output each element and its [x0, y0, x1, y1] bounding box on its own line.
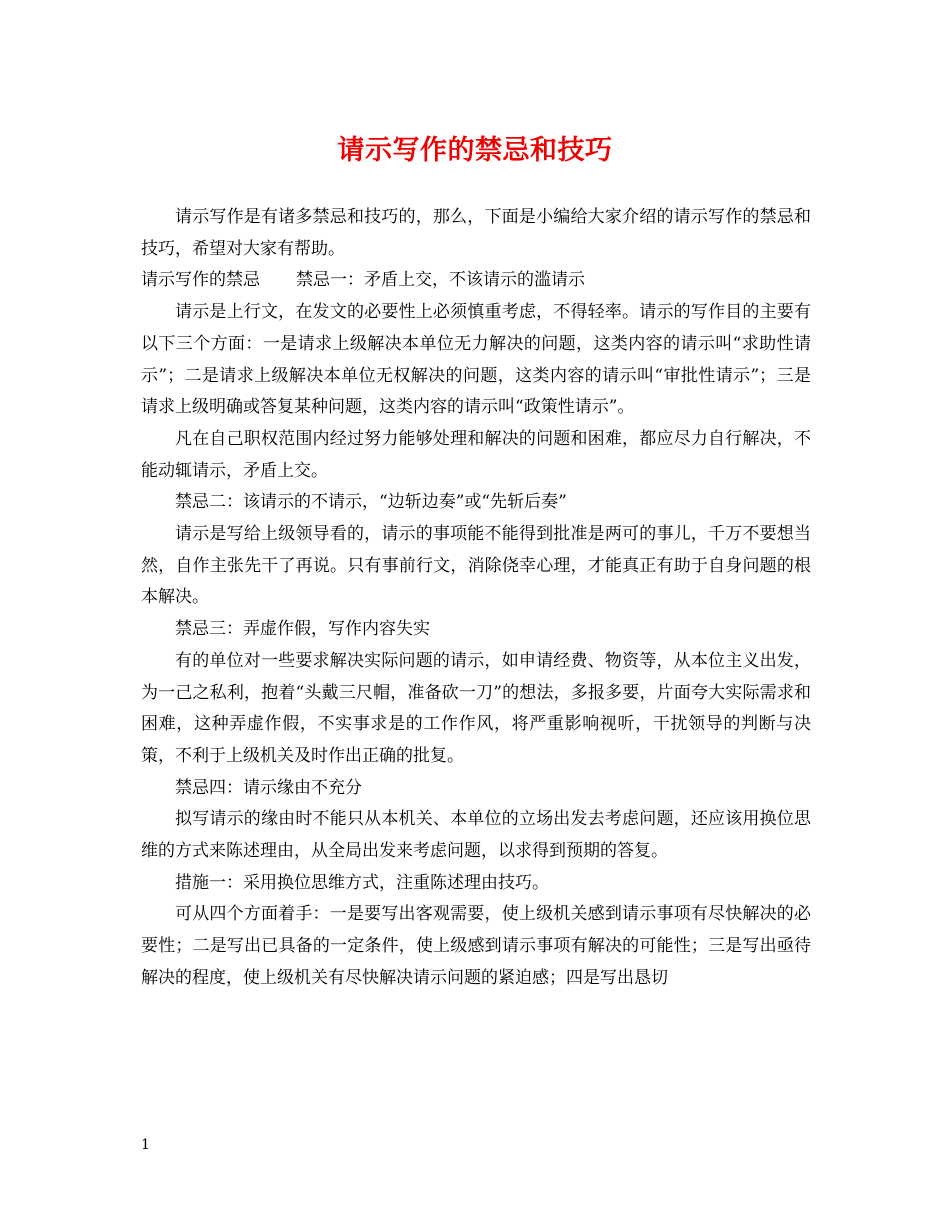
body-paragraph: 可从四个方面着手：一是要写出客观需要，使上级机关感到请示事项有尽快解决的必要性；二是写出已具备的一定条件，使上级感到请示事项有解决的可能性；三是写出亟待解决的程度，使上级机关有尽快解决请示问题的紧迫感；四是写出恳切: [141, 904, 811, 988]
section-heading: 请示写作的禁忌: [141, 270, 260, 291]
page-number: 1: [141, 1137, 150, 1153]
measure-one-heading: 措施一：采用换位思维方式，注重陈述理由技巧。: [175, 872, 549, 893]
taboo-three-heading: 禁忌三：弄虚作假，写作内容失实: [175, 619, 430, 640]
taboo-one-heading: 禁忌一：矛盾上交，不该请示的滥请示: [296, 270, 585, 291]
document-body: [141, 202, 811, 995]
document-title: 请示写作的禁忌和技巧: [337, 135, 613, 166]
section-heading-line: [141, 265, 811, 297]
body-paragraph: 请示是写给上级领导看的，请示的事项能不能得到批准是两可的事儿，千万不要想当然，自作主张先干了再说。只有事前行文，消除侥幸心理，才能真正有助于自身问题的根本解决。: [141, 524, 811, 608]
taboo-four-heading: 禁忌四：请示缘由不充分: [175, 777, 362, 798]
intro-paragraph: 请示写作是有诸多禁忌和技巧的，那么，下面是小编给大家介绍的请示写作的禁忌和技巧，希望对大家有帮助。: [141, 207, 811, 259]
body-paragraph: 凡在自己职权范围内经过努力能够处理和解决的问题和困难，都应尽力自行解决，不能动辄请示，矛盾上交。: [141, 428, 811, 481]
body-paragraph: 拟写请示的缘由时不能只从本机关、本单位的立场出发去考虑问题，还应该用换位思维的方式来陈述理由，从全局出发来考虑问题，以求得到预期的答复。: [141, 809, 811, 862]
taboo-two-heading: 禁忌二：该请示的不请示，“边斩边奏”或“先斩后奏”: [175, 492, 567, 513]
body-paragraph: 有的单位对一些要求解决实际问题的请示，如申请经费、物资等，从本位主义出发，为一己之私利，抱着“头戴三尺帽，准备砍一刀”的想法，多报多要，片面夸大实际需求和困难，这种弄虚作假，不实事求是的工作作风，将严重影响视听，干扰领导的判断与决策，不利于上级机关及时作出正确的批复。: [141, 650, 811, 766]
body-paragraph: 请示是上行文，在发文的必要性上必须慎重考虑，不得轻率。请示的写作目的主要有以下三个方面：一是请求上级解决本单位无力解决的问题，这类内容的请示叫“求助性请示”；二是请求上级解决本单位无权解决的问题，这类内容的请示叫“审批性请示”；三是请求上级明确或答复某种问题，这类内容的请示叫“政策性请示”。: [141, 302, 811, 418]
